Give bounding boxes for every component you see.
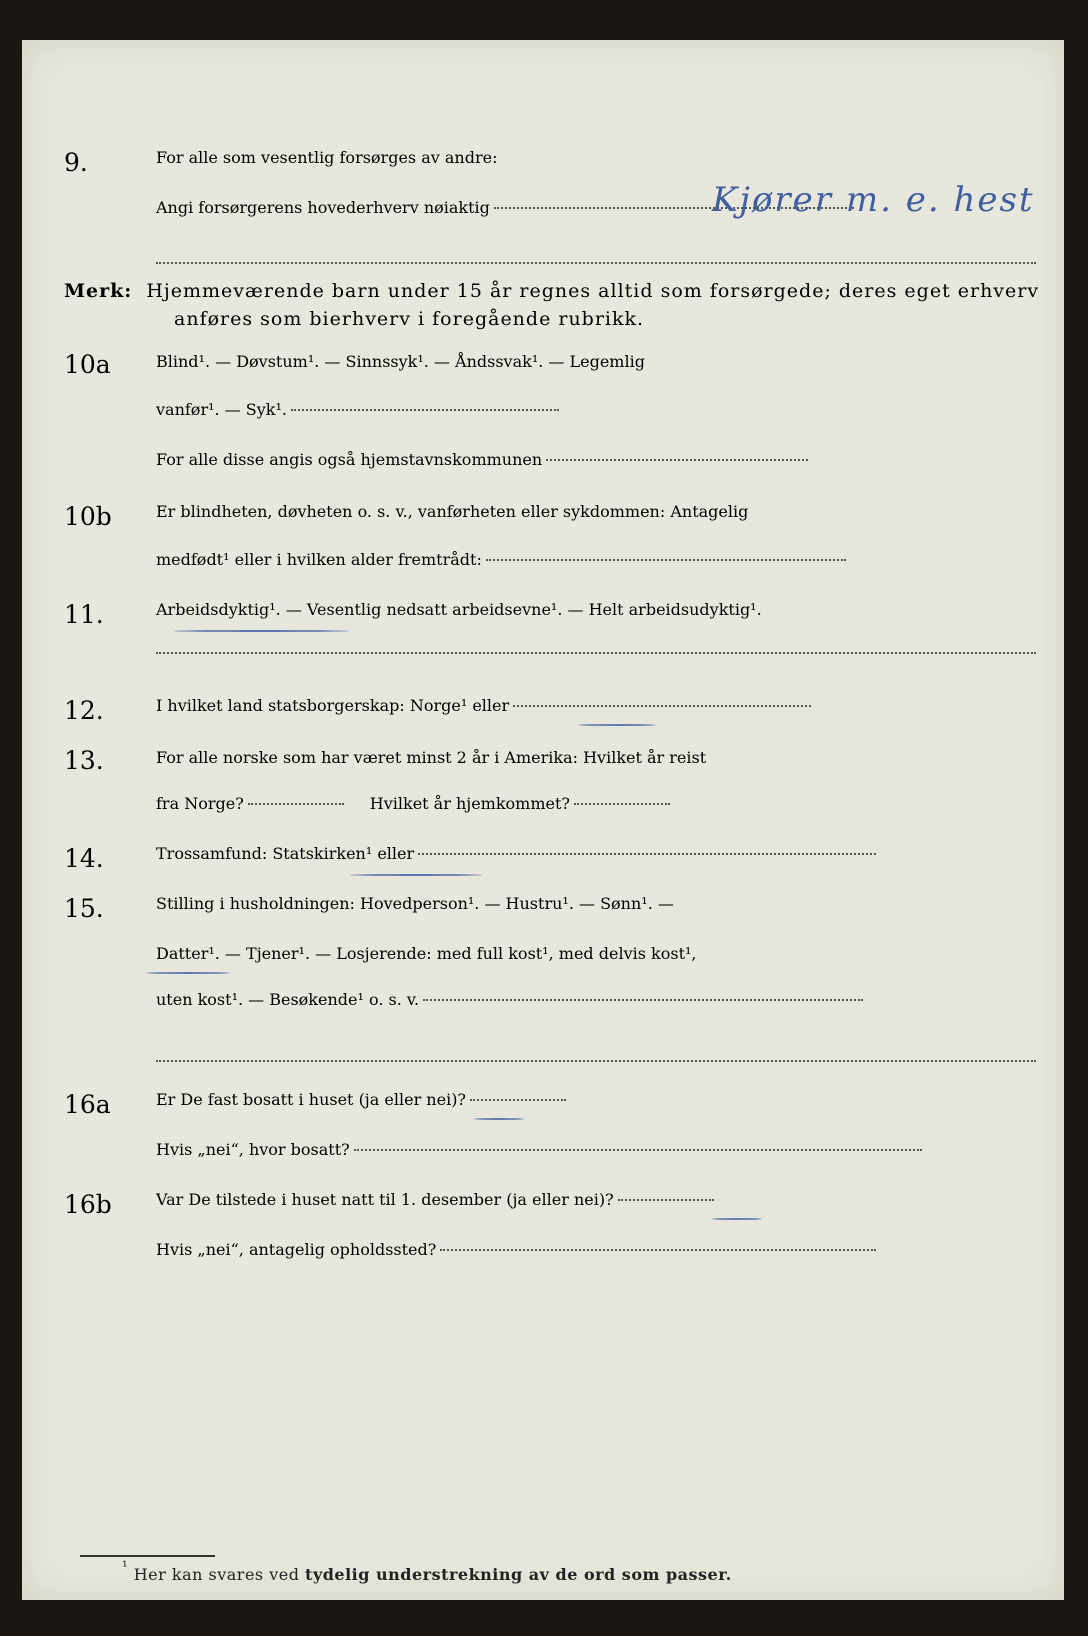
q9-prompt: Angi forsørgerens hovederhverv nøiaktig (156, 198, 490, 217)
q13-line1 (156, 748, 706, 767)
merk-line2 (174, 308, 644, 330)
q12-answer-line[interactable] (513, 705, 811, 707)
q15-options-end: uten kost¹. — Besøkende¹ o. s. v. (156, 990, 420, 1009)
q9-extra-line[interactable] (156, 262, 1036, 264)
q15-extra-line[interactable] (156, 1060, 1036, 1062)
q14-number: 14. (64, 844, 104, 873)
q16b-line2 (156, 1240, 876, 1259)
q16b-handwritten-underline (712, 1218, 762, 1220)
q14-line1 (156, 844, 876, 863)
q10b-line1 (156, 502, 748, 521)
q16a-number: 16a (64, 1090, 111, 1119)
q15-options-cont: Datter¹. — Tjener¹. — Losjerende: med full kost¹, med delvis kost¹, (156, 944, 697, 963)
q15-options: Stilling i husholdningen: Hovedperson¹. — Hustru¹. — Sønn¹. — (156, 894, 674, 913)
footnote (120, 1559, 732, 1584)
q10a-hjemstavn-line[interactable] (546, 459, 808, 461)
q13-question: For alle norske som har været minst 2 år i Amerika: Hvilket år reist (156, 748, 707, 767)
q16b-followup-line[interactable] (440, 1249, 876, 1251)
q12-handwritten-underline (578, 724, 656, 726)
q10a-line2 (156, 400, 559, 419)
q10b-question-cont: medfødt¹ eller i hvilken alder fremtrådt: (156, 550, 482, 569)
q15-line3 (156, 990, 863, 1009)
q10a-line3 (156, 450, 808, 469)
census-form-sheet (22, 40, 1064, 1600)
q15-answer-line[interactable] (423, 999, 863, 1001)
q16a-handwritten-underline (474, 1118, 524, 1120)
q11-extra-line[interactable] (156, 652, 1036, 654)
q12-number: 12. (64, 696, 104, 725)
q15-line1 (156, 894, 674, 913)
footnote-text-bold: tydelig understrekning av de ord som passer. (305, 1565, 732, 1584)
q11-handwritten-underline (174, 630, 349, 632)
merk-text1: Hjemmeværende barn under 15 år regnes alltid som forsørgede; deres eget erhverv (146, 280, 1040, 302)
q12-line1 (156, 696, 811, 715)
q13-hjemkommet-label: Hvilket år hjemkommet? (369, 794, 570, 813)
q11-line1 (156, 600, 762, 619)
q14-answer-line[interactable] (418, 853, 876, 855)
q12-question: I hvilket land statsborgerskap: Norge¹ eller (156, 696, 510, 715)
q10a-number: 10a (64, 350, 111, 379)
q10a-hjemstavn: For alle disse angis også hjemstavnskommunen (156, 450, 543, 469)
q16a-line1 (156, 1090, 566, 1109)
merk-text2: anføres som bierhverv i foregående rubrikk. (174, 308, 645, 330)
q16b-answer-line[interactable] (618, 1199, 714, 1201)
q10b-number: 10b (64, 502, 112, 531)
q11-options: Arbeidsdyktig¹. — Vesentlig nedsatt arbeidsevne¹. — Helt arbeidsudyktig¹. (156, 600, 762, 619)
q16b-line1 (156, 1190, 714, 1209)
q13-line2 (156, 794, 670, 813)
merk-label: Merk: (64, 280, 133, 302)
q10a-options: Blind¹. — Døvstum¹. — Sinnssyk¹. — Åndssvak¹. — Legemlig (156, 352, 645, 371)
q9-number: 9. (64, 148, 88, 177)
q10b-answer-line[interactable] (486, 559, 846, 561)
q16a-line2 (156, 1140, 922, 1159)
q16b-question: Var De tilstede i huset natt til 1. desember (ja eller nei)? (156, 1190, 614, 1209)
q16a-followup: Hvis „nei“, hvor bosatt? (156, 1140, 350, 1159)
q15-handwritten-underline (146, 972, 230, 974)
q15-line2 (156, 944, 697, 963)
q13-reist-label: fra Norge? (156, 794, 244, 813)
q10b-line2 (156, 550, 846, 569)
footnote-rule (80, 1555, 215, 1557)
q16b-number: 16b (64, 1190, 112, 1219)
q13-hjemkommet-line[interactable] (574, 803, 670, 805)
q14-handwritten-underline (350, 874, 482, 876)
q16a-question: Er De fast bosatt i huset (ja eller nei)? (156, 1090, 467, 1109)
q10b-question: Er blindheten, døvheten o. s. v., vanførheten eller sykdommen: Antagelig (156, 502, 749, 521)
q16b-followup: Hvis „nei“, antagelig opholdssted? (156, 1240, 437, 1259)
footnote-marker: ¹ (122, 1559, 129, 1575)
q9-line1 (156, 148, 497, 167)
q13-reist-line[interactable] (248, 803, 344, 805)
merk-line1 (64, 280, 1039, 302)
q11-number: 11. (64, 600, 104, 629)
q13-number: 13. (64, 746, 104, 775)
q10a-options-cont: vanfør¹. — Syk¹. (156, 400, 287, 419)
q16a-answer-line[interactable] (470, 1099, 566, 1101)
q10a-answer-line[interactable] (291, 409, 559, 411)
q14-question: Trossamfund: Statskirken¹ eller (156, 844, 415, 863)
q10a-line1 (156, 352, 645, 371)
q9-handwritten-answer: Kjører m. e. hest (712, 180, 1035, 220)
q9-question: For alle som vesentlig forsørges av andre: (156, 148, 498, 167)
footnote-text-plain: Her kan svares ved (133, 1565, 300, 1584)
q15-number: 15. (64, 894, 104, 923)
q16a-followup-line[interactable] (354, 1149, 922, 1151)
